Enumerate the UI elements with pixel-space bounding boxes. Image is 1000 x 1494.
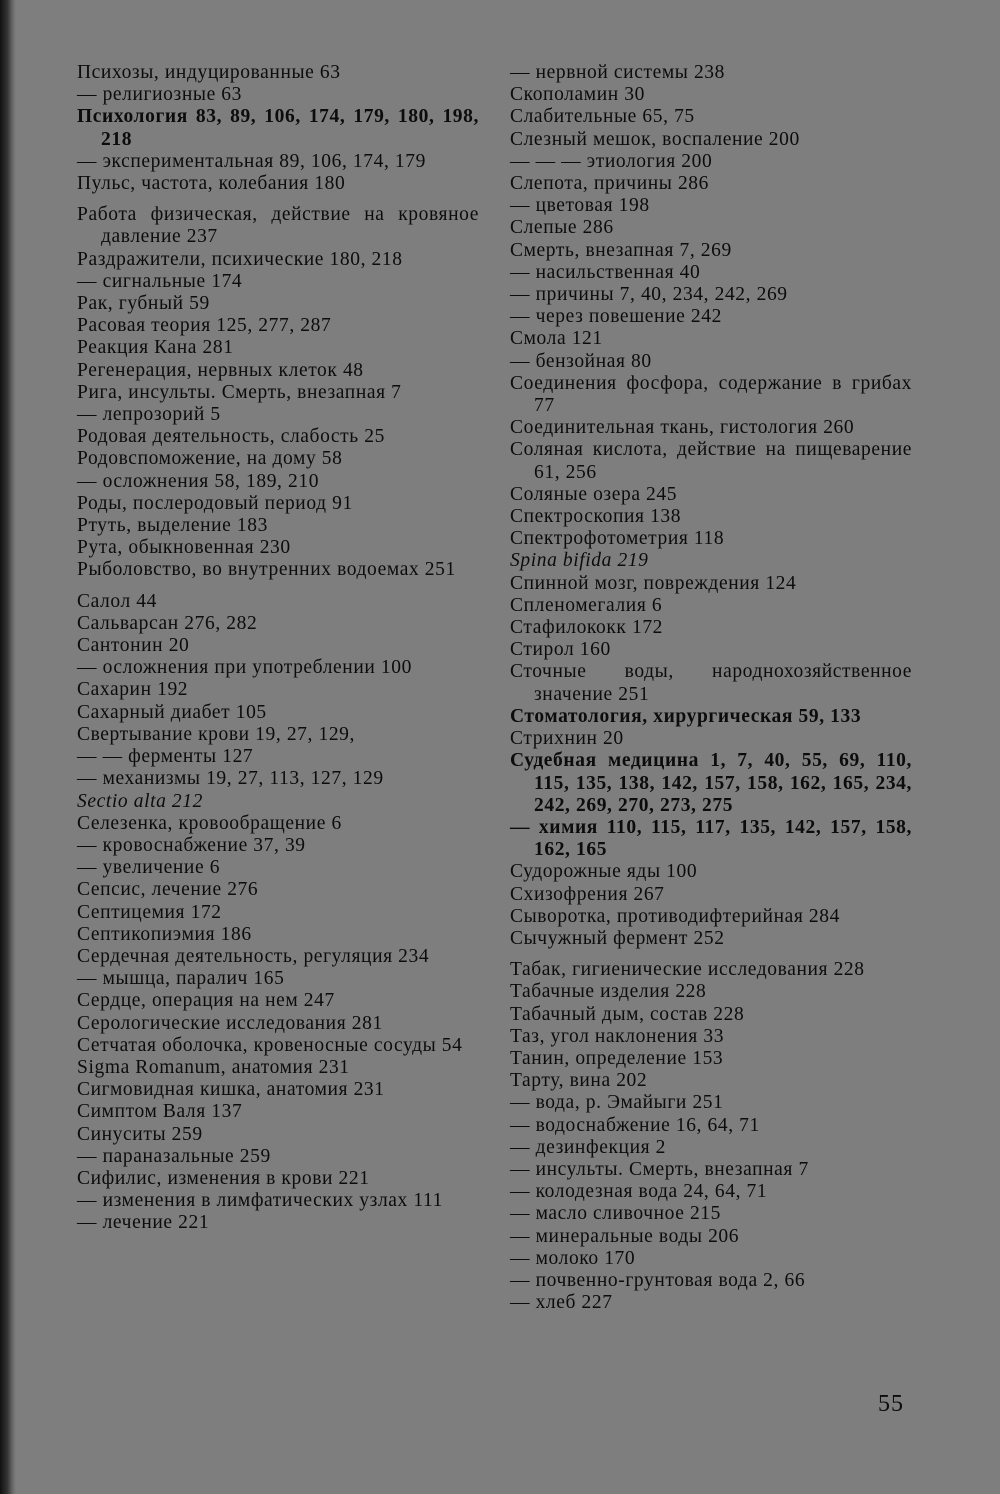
index-entry: Стирол 160 (510, 639, 611, 661)
index-entry: — через повешение 242 (510, 306, 722, 328)
index-entry: Табак, гигиенические исследования 228 (510, 959, 865, 981)
index-entry: Родовспоможение, на дому 58 (77, 448, 343, 470)
index-entry: Судебная медицина 1, 7, 40, 55, 69, 110, 115, 135, 138, 142, 157, 158, 162, 165, 234, 242, 269, 270, 273, 275 (510, 750, 912, 816)
index-entry: — изменения в лимфатических узлах 111 (77, 1190, 443, 1212)
index-entry: Схизофрения 267 (510, 883, 665, 905)
index-entry: Смерть, внезапная 7, 269 (510, 239, 732, 261)
index-entry: Родовая деятельность, слабость 25 (77, 426, 385, 448)
index-entry: — экспериментальная 89, 106, 174, 179 (77, 150, 426, 172)
index-entry: Салол 44 (77, 590, 157, 612)
index-entry: — молоко 170 (510, 1247, 636, 1269)
index-entry: — масло сливочное 215 (510, 1203, 721, 1225)
index-entry: Сантонин 20 (77, 635, 190, 657)
index-entry: — лечение 221 (77, 1212, 210, 1234)
index-entry: Реакция Кана 281 (77, 337, 234, 359)
index-entry: Септицемия 172 (77, 901, 222, 923)
index-entry: Соединения фосфора, содержание в грибах 77 (510, 372, 912, 417)
index-entry: Работа физическая, действие на кровяное давление 237 (77, 204, 479, 248)
index-entry: — почвенно-грунтовая вода 2, 66 (510, 1269, 806, 1291)
index-entry: Слепые 286 (510, 217, 614, 239)
index-entry: Сточные воды, народнохозяйственное значение 251 (510, 661, 912, 705)
index-entry: Тарту, вина 202 (510, 1070, 648, 1092)
index-entry: Spina bifida 219 (510, 550, 649, 572)
index-entry: Сахарин 192 (77, 679, 189, 701)
index-entry: — — ферменты 127 (77, 746, 254, 768)
index-entry: — увеличение 6 (77, 857, 221, 879)
index-entry: — лепрозорий 5 (77, 404, 221, 426)
index-entry: Таз, угол наклонения 33 (510, 1025, 725, 1047)
index-entry: Рута, обыкновенная 230 (77, 537, 291, 559)
index-entry: — цветовая 198 (510, 195, 650, 217)
index-entry: Скополамин 30 (510, 84, 645, 106)
page-number: 55 (878, 1391, 904, 1417)
index-entry: — религиозные 63 (77, 84, 242, 106)
index-entry: Синуситы 259 (77, 1123, 203, 1145)
index-entry: Сальварсан 276, 282 (77, 612, 258, 634)
index-entry: — дезинфекция 2 (510, 1136, 666, 1158)
index-entry: — водоснабжение 16, 64, 71 (510, 1114, 760, 1136)
index-entry: Септикопиэмия 186 (77, 923, 252, 945)
index-entry: Смола 121 (510, 328, 603, 350)
index-entry: Расовая теория 125, 277, 287 (77, 315, 332, 337)
index-entry: Соляная кислота, действие на пищеварение 61, 256 (510, 439, 912, 483)
index-entry: Слепота, причины 286 (510, 173, 710, 195)
index-entry: Пульс, частота, колебания 180 (77, 173, 346, 195)
index-entry: Ртуть, выделение 183 (77, 515, 268, 537)
index-entry: Танин, определение 153 (510, 1047, 724, 1069)
index-entry: Психозы, индуцированные 63 (77, 62, 341, 83)
index-entry: — хлеб 227 (510, 1292, 613, 1314)
index-entry: Раздражители, психические 180, 218 (77, 248, 403, 270)
index-entry: — бензойная 80 (510, 350, 652, 372)
index-entry: — сигнальные 174 (77, 270, 243, 292)
index-entry: — нервной системы 238 (510, 62, 726, 83)
index-entry: — вода, р. Эмайыги 251 (510, 1092, 724, 1114)
index-entry: Спинной мозг, повреждения 124 (510, 572, 797, 594)
index-entry: Стафилококк 172 (510, 617, 664, 639)
index-entry: Симптом Валя 137 (77, 1101, 243, 1123)
index-entry: Сахарный диабет 105 (77, 701, 267, 723)
index-entry: — осложнения при употреблении 100 (77, 657, 412, 679)
index-entry: Слезный мешок, воспаление 200 (510, 128, 800, 150)
index-entry: Sectio alta 212 (77, 790, 203, 812)
index-entry: — кровоснабжение 37, 39 (77, 834, 306, 856)
index-entry: Табачные изделия 228 (510, 981, 707, 1003)
index-entry: Табачный дым, состав 228 (510, 1003, 745, 1025)
index-entry: Свертывание крови 19, 27, 129, (77, 723, 355, 745)
index-entry: — химия 110, 115, 117, 135, 142, 157, 158, 162, 165 (510, 816, 912, 861)
index-entry: Сердечная деятельность, регуляция 234 (77, 945, 430, 967)
index-entry: Серологические исследования 281 (77, 1012, 383, 1034)
index-entry: — инсульты. Смерть, внезапная 7 (510, 1158, 809, 1180)
index-entry: Судорожные яды 100 (510, 861, 698, 883)
index-entry: Сетчатая оболочка, кровеносные сосуды 54 (77, 1034, 463, 1056)
book-binding-edge (0, 0, 16, 1494)
index-column-left (77, 62, 479, 1235)
index-entry: — — — этиология 200 (510, 150, 713, 172)
index-entry: — причины 7, 40, 234, 242, 269 (510, 284, 788, 306)
index-entry: Регенерация, нервных клеток 48 (77, 359, 364, 381)
index-entry: — минеральные воды 206 (510, 1225, 740, 1247)
index-entry: Сепсис, лечение 276 (77, 879, 259, 901)
index-entry: Соединительная ткань, гистология 260 (510, 417, 855, 439)
index-entry: Соляные озера 245 (510, 483, 678, 505)
index-entry: — механизмы 19, 27, 113, 127, 129 (77, 768, 384, 790)
index-entry: Спектрофотометрия 118 (510, 528, 725, 550)
index-entry: Психология 83, 89, 106, 174, 179, 180, 198, 218 (77, 106, 479, 150)
index-entry: Sigma Romanum, анатомия 231 (77, 1056, 350, 1078)
index-entry: Спектроскопия 138 (510, 506, 682, 528)
index-entry: Сигмовидная кишка, анатомия 231 (77, 1079, 385, 1101)
index-entry: — параназальные 259 (77, 1145, 271, 1167)
index-entry: — осложнения 58, 189, 210 (77, 470, 320, 492)
index-entry: — мышца, паралич 165 (77, 968, 285, 990)
index-entry: Рыболовство, во внутренних водоемах 251 (77, 559, 456, 581)
index-column-right (510, 62, 912, 1314)
index-entry: Стоматология, хирургическая 59, 133 (510, 705, 862, 727)
index-entry: Сердце, операция на нем 247 (77, 990, 335, 1012)
index-entry: Сифилис, изменения в крови 221 (77, 1167, 370, 1189)
index-entry: Селезенка, кровообращение 6 (77, 812, 342, 834)
index-entry: Слабительные 65, 75 (510, 106, 695, 128)
index-entry: Рига, инсульты. Смерть, внезапная 7 (77, 381, 402, 403)
index-entry: Рак, губный 59 (77, 293, 210, 315)
index-entry: — насильственная 40 (510, 261, 701, 283)
index-entry: Сыворотка, противодифтерийная 284 (510, 905, 840, 927)
index-entry: — колодезная вода 24, 64, 71 (510, 1181, 768, 1203)
index-entry: Спленомегалия 6 (510, 594, 663, 616)
index-entry: Стрихнин 20 (510, 728, 624, 750)
index-entry: Сычужный фермент 252 (510, 927, 725, 949)
index-entry: Роды, послеродовый период 91 (77, 492, 353, 514)
